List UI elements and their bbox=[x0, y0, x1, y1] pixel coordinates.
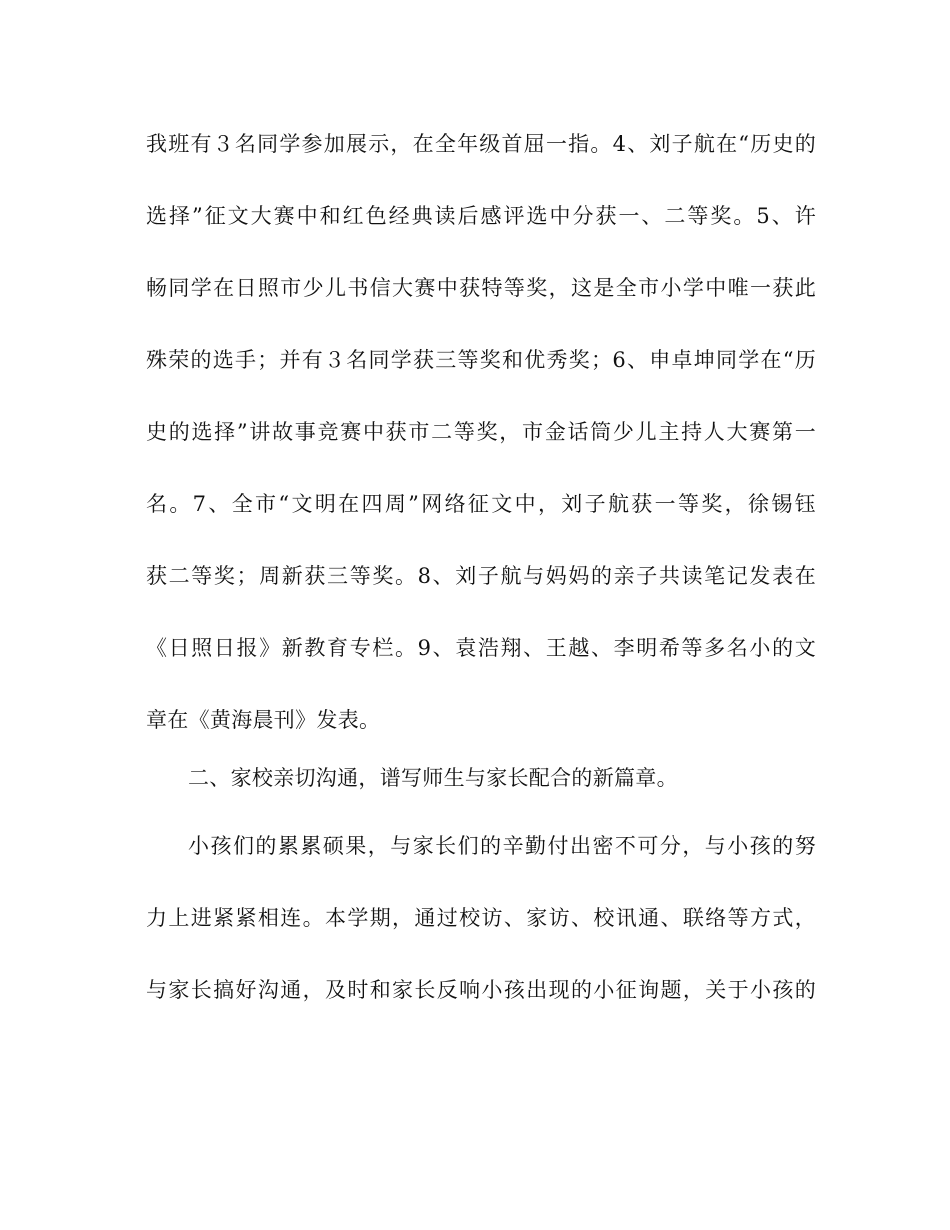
paragraph-line: 小孩们的累累硕果，与家长们的辛勤付出密不可分，与小孩的努 bbox=[188, 834, 816, 858]
paragraph-line: 名。7、全市“文明在四周”网络征文中，刘子航获一等奖，徐锡钰 bbox=[146, 492, 816, 516]
paragraph-line: 选择”征文大赛中和红色经典读后感评选中分获一、二等奖。5、许 bbox=[146, 204, 816, 228]
paragraph-line: 我班有３名同学参加展示，在全年级首屈一指。4、刘子航在“历史的 bbox=[146, 132, 816, 156]
paragraph-line: 力上进紧紧相连。本学期，通过校访、家访、校讯通、联络等方式， bbox=[146, 906, 816, 930]
paragraph-line: 殊荣的选手；并有３名同学获三等奖和优秀奖；6、申卓坤同学在“历 bbox=[146, 348, 816, 372]
paragraph-line: 畅同学在日照市少儿书信大赛中获特等奖，这是全市小学中唯一获此 bbox=[146, 276, 816, 300]
section-heading: 二、家校亲切沟通，谱写师生与家长配合的新篇章。 bbox=[188, 766, 678, 790]
paragraph-line: 《日照日报》新教育专栏。9、袁浩翔、王越、李明希等多名小的文 bbox=[146, 636, 816, 660]
paragraph-line: 与家长搞好沟通，及时和家长反响小孩出现的小征询题，关于小孩的 bbox=[146, 978, 816, 1002]
paragraph-line: 章在《黄海晨刊》发表。 bbox=[146, 708, 381, 732]
paragraph-line: 获二等奖；周新获三等奖。8、刘子航与妈妈的亲子共读笔记发表在 bbox=[146, 564, 816, 588]
paragraph-line: 史的选择”讲故事竞赛中获市二等奖，市金话筒少儿主持人大赛第一 bbox=[146, 420, 816, 444]
